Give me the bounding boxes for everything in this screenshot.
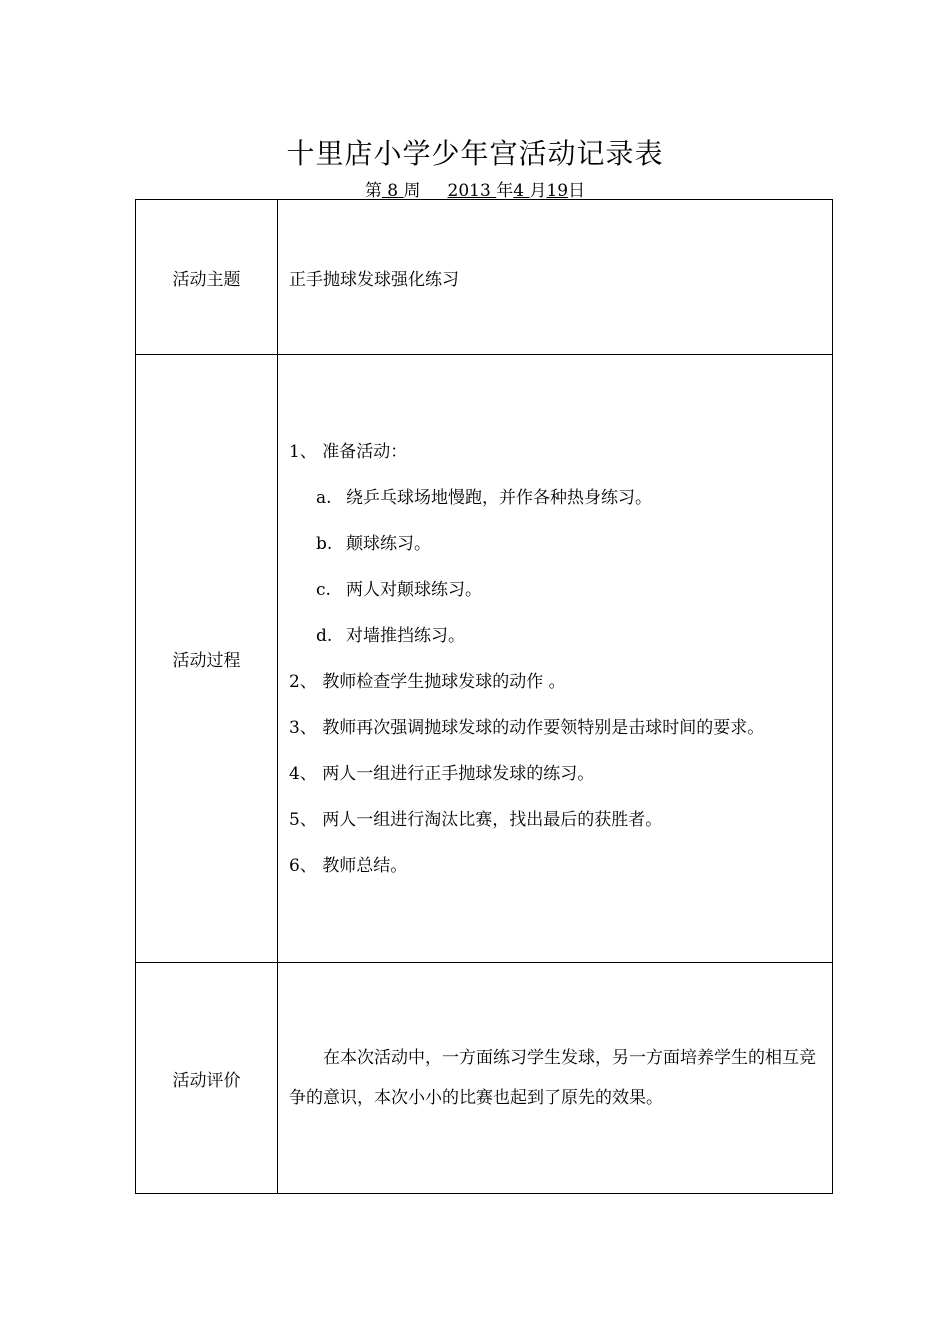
substep-text: 对墙推挡练习。 <box>346 625 465 646</box>
year-value: 2013 <box>447 181 497 201</box>
step-number: 6、 <box>289 855 317 876</box>
day-value: 19 <box>546 181 569 201</box>
step-number: 1、 <box>289 441 317 462</box>
week-prefix: 第 <box>364 181 382 201</box>
month-suffix: 月 <box>529 181 547 201</box>
step-text: 教师总结。 <box>322 855 408 876</box>
process-substep <box>289 484 824 512</box>
process-substep <box>289 576 824 604</box>
document-title: 十里店小学少年宫活动记录表 <box>286 137 664 170</box>
process-step <box>289 438 824 466</box>
week-number: 8 <box>381 181 404 201</box>
step-number: 4、 <box>289 763 317 784</box>
step-text: 教师再次强调抛球发球的动作要领特别是击球时间的要求。 <box>322 717 765 738</box>
activity-record-table <box>135 199 833 1194</box>
step-text: 两人一组进行淘汰比赛，找出最后的获胜者。 <box>322 809 663 830</box>
process-label: 活动过程 <box>136 355 278 963</box>
process-step <box>289 806 824 834</box>
evaluation-row <box>136 963 833 1194</box>
topic-value: 正手抛球发球强化练习 <box>278 200 833 355</box>
process-substep <box>289 622 824 650</box>
substep-text: 两人对颠球练习。 <box>346 579 482 600</box>
topic-label: 活动主题 <box>136 200 278 355</box>
process-step <box>289 852 824 880</box>
step-text: 两人一组进行正手抛球发球的练习。 <box>322 763 595 784</box>
substep-text: 颠球练习。 <box>346 533 431 554</box>
step-text: 教师检查学生抛球发球的动作 。 <box>322 671 566 692</box>
substep-letter: d. <box>316 625 333 646</box>
evaluation-content <box>278 963 833 1194</box>
substep-letter: b. <box>316 533 333 554</box>
process-step <box>289 760 824 788</box>
process-step <box>289 714 824 742</box>
step-number: 5、 <box>289 809 317 830</box>
process-substep <box>289 530 824 558</box>
substep-text: 绕乒乓球场地慢跑，并作各种热身练习。 <box>346 487 652 508</box>
day-suffix: 日 <box>568 181 586 201</box>
month-value: 4 <box>513 181 530 201</box>
step-number: 3、 <box>289 717 317 738</box>
process-row <box>136 355 833 963</box>
year-suffix: 年 <box>496 181 514 201</box>
step-text: 准备活动： <box>322 441 408 462</box>
substep-letter: a. <box>316 487 332 508</box>
step-number: 2、 <box>289 671 317 692</box>
evaluation-text: 在本次活动中，一方面练习学生发球，另一方面培养学生的相互竞争的意识，本次小小的比赛也起到了原先的效果。 <box>289 1048 816 1108</box>
date-line <box>0 176 950 201</box>
process-step <box>289 668 824 696</box>
process-content <box>278 355 833 963</box>
evaluation-label: 活动评价 <box>136 963 278 1194</box>
substep-letter: c. <box>316 579 331 600</box>
week-suffix: 周 <box>403 181 421 201</box>
topic-row <box>136 200 833 355</box>
